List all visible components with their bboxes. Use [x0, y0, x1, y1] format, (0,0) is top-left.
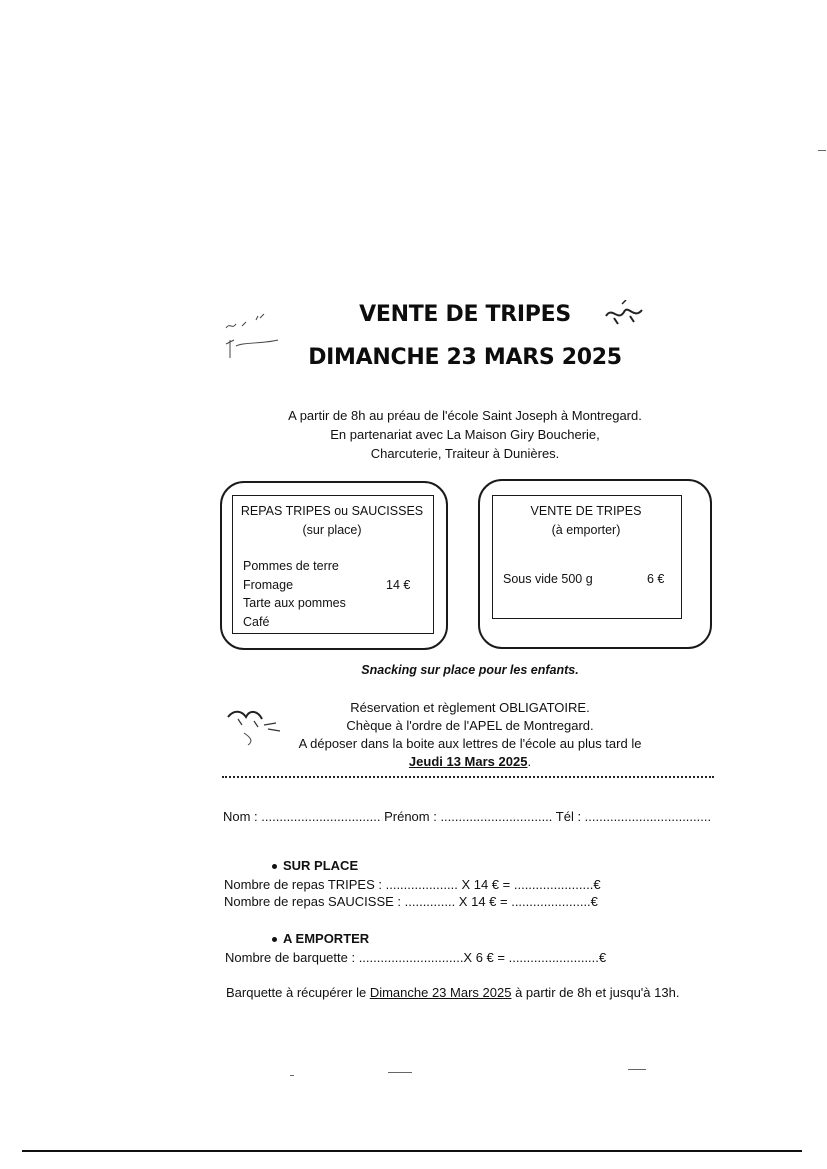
emporter-subtitle: (à emporter) [551, 523, 621, 537]
barquette-order-line[interactable]: Nombre de barquette : .............................X 6 € = .........................€ [225, 950, 607, 965]
pickup-suffix: à partir de 8h et jusqu'à 13h. [511, 985, 680, 1000]
intro-text [200, 406, 730, 463]
emporter-item: Sous vide 500 g [503, 572, 593, 586]
scribble-icon [222, 310, 282, 362]
sur-place-subtitle: (sur place) [302, 523, 362, 537]
sur-place-heading [272, 858, 358, 873]
emporter-price: 6 € [647, 572, 665, 586]
reservation-deadline: Jeudi 13 Mars 2025 [408, 754, 528, 769]
bullet-icon [272, 864, 277, 869]
sur-place-label: SUR PLACE [283, 858, 359, 873]
intro-line: En partenariat avec La Maison Giry Boucherie, [330, 427, 600, 442]
emporter-label: A EMPORTER [283, 931, 370, 946]
pickup-date: Dimanche 23 Mars 2025 [369, 985, 512, 1000]
event-date: DIMANCHE 23 MARS 2025 [308, 345, 622, 370]
scan-speck [628, 1069, 646, 1070]
menu-item: Café [243, 615, 270, 629]
name-field-line[interactable]: Nom : ................................. Prénom : ............................... Tél : ................................... [223, 809, 712, 824]
intro-line: A partir de 8h au préau de l'école Saint Joseph à Montregard. [288, 408, 642, 423]
page-bottom-rule [22, 1150, 802, 1152]
sur-place-price: 14 € [386, 578, 411, 592]
reservation-deadline-suffix: . [527, 754, 532, 769]
sur-place-title: REPAS TRIPES ou SAUCISSES [240, 504, 424, 518]
page-title: VENTE DE TRIPES [359, 302, 571, 327]
cut-line [222, 776, 714, 778]
intro-line: Charcuterie, Traiteur à Dunières. [370, 446, 560, 461]
pickup-prefix: Barquette à récupérer le [226, 985, 370, 1000]
tripe-sketch-icon [604, 300, 644, 326]
reservation-line: Chèque à l'ordre de l'APEL de Montregard. [346, 718, 594, 733]
scan-speck [388, 1072, 412, 1073]
pickup-line [226, 985, 679, 1000]
menu-item: Fromage [243, 578, 294, 592]
scan-speck [290, 1075, 294, 1076]
menu-item: Tarte aux pommes [243, 596, 346, 610]
emporter-title: VENTE DE TRIPES [530, 504, 642, 518]
bullet-icon [272, 937, 277, 942]
reservation-line: Réservation et règlement OBLIGATOIRE. [350, 700, 590, 715]
reservation-line: A déposer dans la boite aux lettres de l'école au plus tard le [298, 736, 642, 751]
scan-speck [818, 150, 826, 151]
tripes-order-line[interactable]: Nombre de repas TRIPES : .................... X 14 € = ......................€ [224, 877, 601, 892]
emporter-heading [272, 931, 369, 946]
reservation-deadline-line [250, 753, 690, 771]
saucisse-order-line[interactable]: Nombre de repas SAUCISSE : .............. X 14 € = ......................€ [224, 894, 598, 909]
snacking-note: Snacking sur place pour les enfants. [361, 663, 579, 677]
menu-item: Pommes de terre [243, 559, 339, 573]
reservation-info [250, 699, 690, 771]
